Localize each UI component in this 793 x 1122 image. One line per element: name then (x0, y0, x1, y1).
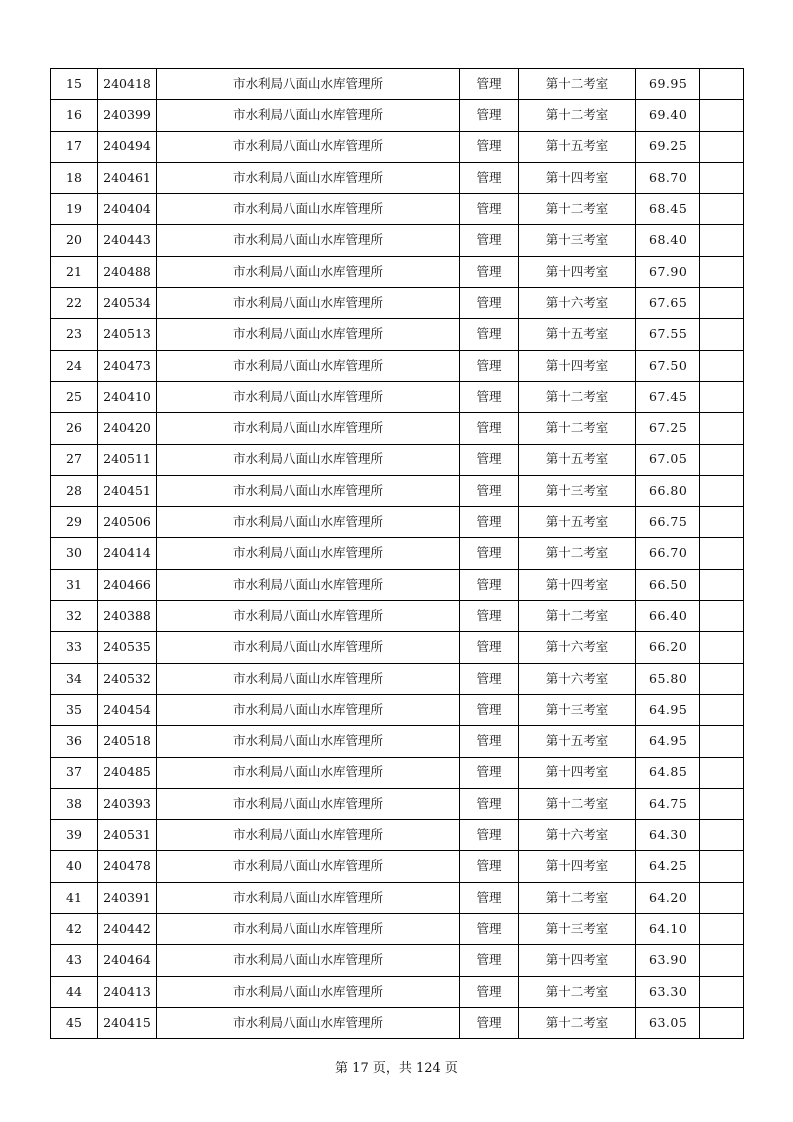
cell-score: 66.50 (636, 569, 700, 600)
cell-post: 管理 (460, 538, 519, 569)
cell-score: 66.70 (636, 538, 700, 569)
table-row (51, 507, 744, 538)
cell-number: 22 (51, 288, 98, 319)
table-row (51, 1007, 744, 1038)
table-row (51, 726, 744, 757)
table-row (51, 882, 744, 913)
cell-score: 64.85 (636, 757, 700, 788)
cell-post: 管理 (460, 945, 519, 976)
table-row (51, 444, 744, 475)
cell-exam-id: 240488 (98, 256, 157, 287)
table-row (51, 820, 744, 851)
cell-exam-id: 240506 (98, 507, 157, 538)
cell-number: 23 (51, 319, 98, 350)
score-table-body (51, 69, 744, 1039)
cell-score: 67.05 (636, 444, 700, 475)
table-row (51, 225, 744, 256)
cell-exam-room: 第十二考室 (519, 1007, 636, 1038)
table-row (51, 694, 744, 725)
cell-number: 27 (51, 444, 98, 475)
cell-number: 38 (51, 788, 98, 819)
cell-score: 68.70 (636, 162, 700, 193)
cell-remark (700, 1007, 744, 1038)
cell-exam-id: 240513 (98, 319, 157, 350)
cell-remark (700, 538, 744, 569)
cell-exam-id: 240478 (98, 851, 157, 882)
cell-post: 管理 (460, 882, 519, 913)
cell-score: 69.95 (636, 69, 700, 100)
cell-exam-id: 240466 (98, 569, 157, 600)
cell-unit: 市水利局八面山水库管理所 (157, 569, 460, 600)
cell-post: 管理 (460, 976, 519, 1007)
cell-score: 67.50 (636, 350, 700, 381)
cell-exam-room: 第十五考室 (519, 726, 636, 757)
cell-unit: 市水利局八面山水库管理所 (157, 162, 460, 193)
cell-unit: 市水利局八面山水库管理所 (157, 851, 460, 882)
cell-remark (700, 225, 744, 256)
cell-unit: 市水利局八面山水库管理所 (157, 976, 460, 1007)
cell-post: 管理 (460, 413, 519, 444)
cell-number: 15 (51, 69, 98, 100)
cell-remark (700, 319, 744, 350)
table-row (51, 319, 744, 350)
cell-exam-id: 240414 (98, 538, 157, 569)
cell-score: 65.80 (636, 663, 700, 694)
cell-number: 25 (51, 381, 98, 412)
cell-exam-id: 240393 (98, 788, 157, 819)
cell-exam-room: 第十五考室 (519, 444, 636, 475)
cell-post: 管理 (460, 694, 519, 725)
cell-remark (700, 882, 744, 913)
cell-remark (700, 194, 744, 225)
cell-remark (700, 757, 744, 788)
cell-unit: 市水利局八面山水库管理所 (157, 694, 460, 725)
cell-exam-id: 240443 (98, 225, 157, 256)
cell-unit: 市水利局八面山水库管理所 (157, 475, 460, 506)
table-row (51, 162, 744, 193)
cell-number: 36 (51, 726, 98, 757)
cell-post: 管理 (460, 632, 519, 663)
cell-unit: 市水利局八面山水库管理所 (157, 726, 460, 757)
cell-number: 30 (51, 538, 98, 569)
cell-score: 69.40 (636, 100, 700, 131)
table-row (51, 914, 744, 945)
cell-unit: 市水利局八面山水库管理所 (157, 381, 460, 412)
cell-number: 19 (51, 194, 98, 225)
table-row (51, 475, 744, 506)
table-row (51, 538, 744, 569)
cell-remark (700, 131, 744, 162)
cell-exam-id: 240518 (98, 726, 157, 757)
cell-remark (700, 162, 744, 193)
cell-number: 35 (51, 694, 98, 725)
cell-exam-room: 第十二考室 (519, 194, 636, 225)
cell-post: 管理 (460, 757, 519, 788)
table-row (51, 288, 744, 319)
cell-score: 63.90 (636, 945, 700, 976)
cell-exam-room: 第十二考室 (519, 601, 636, 632)
cell-post: 管理 (460, 444, 519, 475)
table-row (51, 632, 744, 663)
table-row (51, 194, 744, 225)
cell-number: 21 (51, 256, 98, 287)
table-row (51, 851, 744, 882)
cell-post: 管理 (460, 225, 519, 256)
cell-exam-room: 第十二考室 (519, 976, 636, 1007)
cell-remark (700, 475, 744, 506)
cell-remark (700, 444, 744, 475)
cell-exam-id: 240442 (98, 914, 157, 945)
cell-number: 44 (51, 976, 98, 1007)
cell-exam-id: 240420 (98, 413, 157, 444)
cell-remark (700, 726, 744, 757)
cell-score: 66.20 (636, 632, 700, 663)
cell-remark (700, 851, 744, 882)
cell-unit: 市水利局八面山水库管理所 (157, 256, 460, 287)
cell-unit: 市水利局八面山水库管理所 (157, 914, 460, 945)
cell-post: 管理 (460, 851, 519, 882)
cell-post: 管理 (460, 1007, 519, 1038)
cell-remark (700, 694, 744, 725)
cell-exam-room: 第十四考室 (519, 757, 636, 788)
cell-exam-room: 第十四考室 (519, 569, 636, 600)
cell-score: 63.30 (636, 976, 700, 1007)
table-row (51, 757, 744, 788)
cell-score: 63.05 (636, 1007, 700, 1038)
cell-unit: 市水利局八面山水库管理所 (157, 100, 460, 131)
cell-exam-room: 第十二考室 (519, 69, 636, 100)
cell-exam-id: 240511 (98, 444, 157, 475)
table-row (51, 663, 744, 694)
cell-remark (700, 914, 744, 945)
cell-remark (700, 601, 744, 632)
cell-post: 管理 (460, 162, 519, 193)
cell-exam-id: 240461 (98, 162, 157, 193)
cell-number: 17 (51, 131, 98, 162)
cell-score: 64.25 (636, 851, 700, 882)
cell-remark (700, 820, 744, 851)
cell-exam-id: 240418 (98, 69, 157, 100)
table-row (51, 413, 744, 444)
cell-unit: 市水利局八面山水库管理所 (157, 820, 460, 851)
cell-score: 66.75 (636, 507, 700, 538)
table-row (51, 569, 744, 600)
cell-exam-id: 240391 (98, 882, 157, 913)
cell-exam-room: 第十三考室 (519, 225, 636, 256)
cell-post: 管理 (460, 569, 519, 600)
cell-score: 66.40 (636, 601, 700, 632)
score-table (50, 68, 744, 1039)
cell-unit: 市水利局八面山水库管理所 (157, 507, 460, 538)
cell-post: 管理 (460, 914, 519, 945)
cell-exam-id: 240534 (98, 288, 157, 319)
cell-number: 33 (51, 632, 98, 663)
cell-number: 42 (51, 914, 98, 945)
cell-exam-room: 第十五考室 (519, 131, 636, 162)
cell-number: 31 (51, 569, 98, 600)
cell-exam-room: 第十三考室 (519, 475, 636, 506)
cell-exam-id: 240535 (98, 632, 157, 663)
cell-number: 37 (51, 757, 98, 788)
cell-post: 管理 (460, 131, 519, 162)
cell-score: 67.45 (636, 381, 700, 412)
cell-unit: 市水利局八面山水库管理所 (157, 601, 460, 632)
cell-exam-id: 240413 (98, 976, 157, 1007)
cell-remark (700, 663, 744, 694)
cell-exam-room: 第十二考室 (519, 538, 636, 569)
cell-exam-room: 第十四考室 (519, 256, 636, 287)
table-row (51, 100, 744, 131)
cell-score: 64.30 (636, 820, 700, 851)
cell-exam-id: 240485 (98, 757, 157, 788)
cell-number: 45 (51, 1007, 98, 1038)
cell-score: 67.90 (636, 256, 700, 287)
cell-unit: 市水利局八面山水库管理所 (157, 444, 460, 475)
cell-exam-id: 240473 (98, 350, 157, 381)
cell-post: 管理 (460, 475, 519, 506)
table-row (51, 256, 744, 287)
cell-post: 管理 (460, 256, 519, 287)
cell-remark (700, 288, 744, 319)
cell-number: 24 (51, 350, 98, 381)
cell-remark (700, 507, 744, 538)
table-row (51, 131, 744, 162)
cell-score: 64.95 (636, 694, 700, 725)
cell-unit: 市水利局八面山水库管理所 (157, 1007, 460, 1038)
cell-exam-id: 240454 (98, 694, 157, 725)
cell-score: 64.20 (636, 882, 700, 913)
cell-remark (700, 350, 744, 381)
cell-number: 18 (51, 162, 98, 193)
cell-remark (700, 632, 744, 663)
table-row (51, 350, 744, 381)
cell-post: 管理 (460, 601, 519, 632)
cell-unit: 市水利局八面山水库管理所 (157, 413, 460, 444)
cell-score: 69.25 (636, 131, 700, 162)
cell-remark (700, 100, 744, 131)
cell-exam-id: 240464 (98, 945, 157, 976)
cell-remark (700, 381, 744, 412)
cell-unit: 市水利局八面山水库管理所 (157, 757, 460, 788)
cell-exam-room: 第十五考室 (519, 319, 636, 350)
cell-exam-id: 240531 (98, 820, 157, 851)
cell-unit: 市水利局八面山水库管理所 (157, 225, 460, 256)
cell-exam-room: 第十四考室 (519, 851, 636, 882)
table-row (51, 381, 744, 412)
cell-exam-id: 240415 (98, 1007, 157, 1038)
cell-remark (700, 976, 744, 1007)
cell-post: 管理 (460, 507, 519, 538)
cell-score: 67.55 (636, 319, 700, 350)
cell-post: 管理 (460, 726, 519, 757)
table-row (51, 945, 744, 976)
cell-exam-id: 240388 (98, 601, 157, 632)
cell-unit: 市水利局八面山水库管理所 (157, 288, 460, 319)
cell-number: 20 (51, 225, 98, 256)
cell-unit: 市水利局八面山水库管理所 (157, 194, 460, 225)
cell-exam-room: 第十二考室 (519, 413, 636, 444)
cell-exam-id: 240399 (98, 100, 157, 131)
cell-unit: 市水利局八面山水库管理所 (157, 882, 460, 913)
cell-unit: 市水利局八面山水库管理所 (157, 319, 460, 350)
cell-exam-room: 第十六考室 (519, 288, 636, 319)
cell-number: 39 (51, 820, 98, 851)
cell-exam-id: 240494 (98, 131, 157, 162)
table-row (51, 788, 744, 819)
cell-exam-id: 240532 (98, 663, 157, 694)
cell-post: 管理 (460, 381, 519, 412)
cell-unit: 市水利局八面山水库管理所 (157, 69, 460, 100)
cell-exam-room: 第十三考室 (519, 694, 636, 725)
cell-exam-room: 第十二考室 (519, 100, 636, 131)
cell-number: 43 (51, 945, 98, 976)
cell-post: 管理 (460, 69, 519, 100)
cell-number: 41 (51, 882, 98, 913)
cell-number: 34 (51, 663, 98, 694)
cell-exam-room: 第十五考室 (519, 507, 636, 538)
cell-remark (700, 69, 744, 100)
cell-post: 管理 (460, 820, 519, 851)
cell-score: 68.45 (636, 194, 700, 225)
cell-score: 64.10 (636, 914, 700, 945)
cell-exam-id: 240410 (98, 381, 157, 412)
cell-exam-room: 第十二考室 (519, 381, 636, 412)
cell-exam-room: 第十四考室 (519, 162, 636, 193)
cell-unit: 市水利局八面山水库管理所 (157, 350, 460, 381)
cell-post: 管理 (460, 788, 519, 819)
cell-exam-room: 第十六考室 (519, 820, 636, 851)
cell-remark (700, 413, 744, 444)
cell-number: 29 (51, 507, 98, 538)
table-row (51, 601, 744, 632)
cell-exam-room: 第十三考室 (519, 914, 636, 945)
cell-unit: 市水利局八面山水库管理所 (157, 131, 460, 162)
cell-remark (700, 788, 744, 819)
cell-score: 67.65 (636, 288, 700, 319)
cell-exam-room: 第十六考室 (519, 632, 636, 663)
cell-post: 管理 (460, 100, 519, 131)
cell-post: 管理 (460, 319, 519, 350)
cell-unit: 市水利局八面山水库管理所 (157, 663, 460, 694)
page-footer: 第 17 页，共 124 页 (335, 1061, 458, 1076)
cell-post: 管理 (460, 194, 519, 225)
cell-score: 64.75 (636, 788, 700, 819)
cell-number: 26 (51, 413, 98, 444)
cell-remark (700, 945, 744, 976)
cell-score: 67.25 (636, 413, 700, 444)
cell-exam-room: 第十六考室 (519, 663, 636, 694)
cell-number: 40 (51, 851, 98, 882)
cell-post: 管理 (460, 350, 519, 381)
cell-post: 管理 (460, 663, 519, 694)
cell-unit: 市水利局八面山水库管理所 (157, 538, 460, 569)
cell-number: 16 (51, 100, 98, 131)
cell-unit: 市水利局八面山水库管理所 (157, 788, 460, 819)
cell-exam-id: 240404 (98, 194, 157, 225)
cell-exam-room: 第十二考室 (519, 788, 636, 819)
cell-exam-room: 第十四考室 (519, 350, 636, 381)
cell-remark (700, 256, 744, 287)
cell-exam-room: 第十四考室 (519, 945, 636, 976)
cell-unit: 市水利局八面山水库管理所 (157, 632, 460, 663)
cell-unit: 市水利局八面山水库管理所 (157, 945, 460, 976)
cell-score: 68.40 (636, 225, 700, 256)
cell-number: 28 (51, 475, 98, 506)
table-row (51, 976, 744, 1007)
cell-score: 64.95 (636, 726, 700, 757)
cell-exam-id: 240451 (98, 475, 157, 506)
cell-remark (700, 569, 744, 600)
cell-exam-room: 第十二考室 (519, 882, 636, 913)
cell-post: 管理 (460, 288, 519, 319)
cell-score: 66.80 (636, 475, 700, 506)
cell-number: 32 (51, 601, 98, 632)
table-row (51, 69, 744, 100)
